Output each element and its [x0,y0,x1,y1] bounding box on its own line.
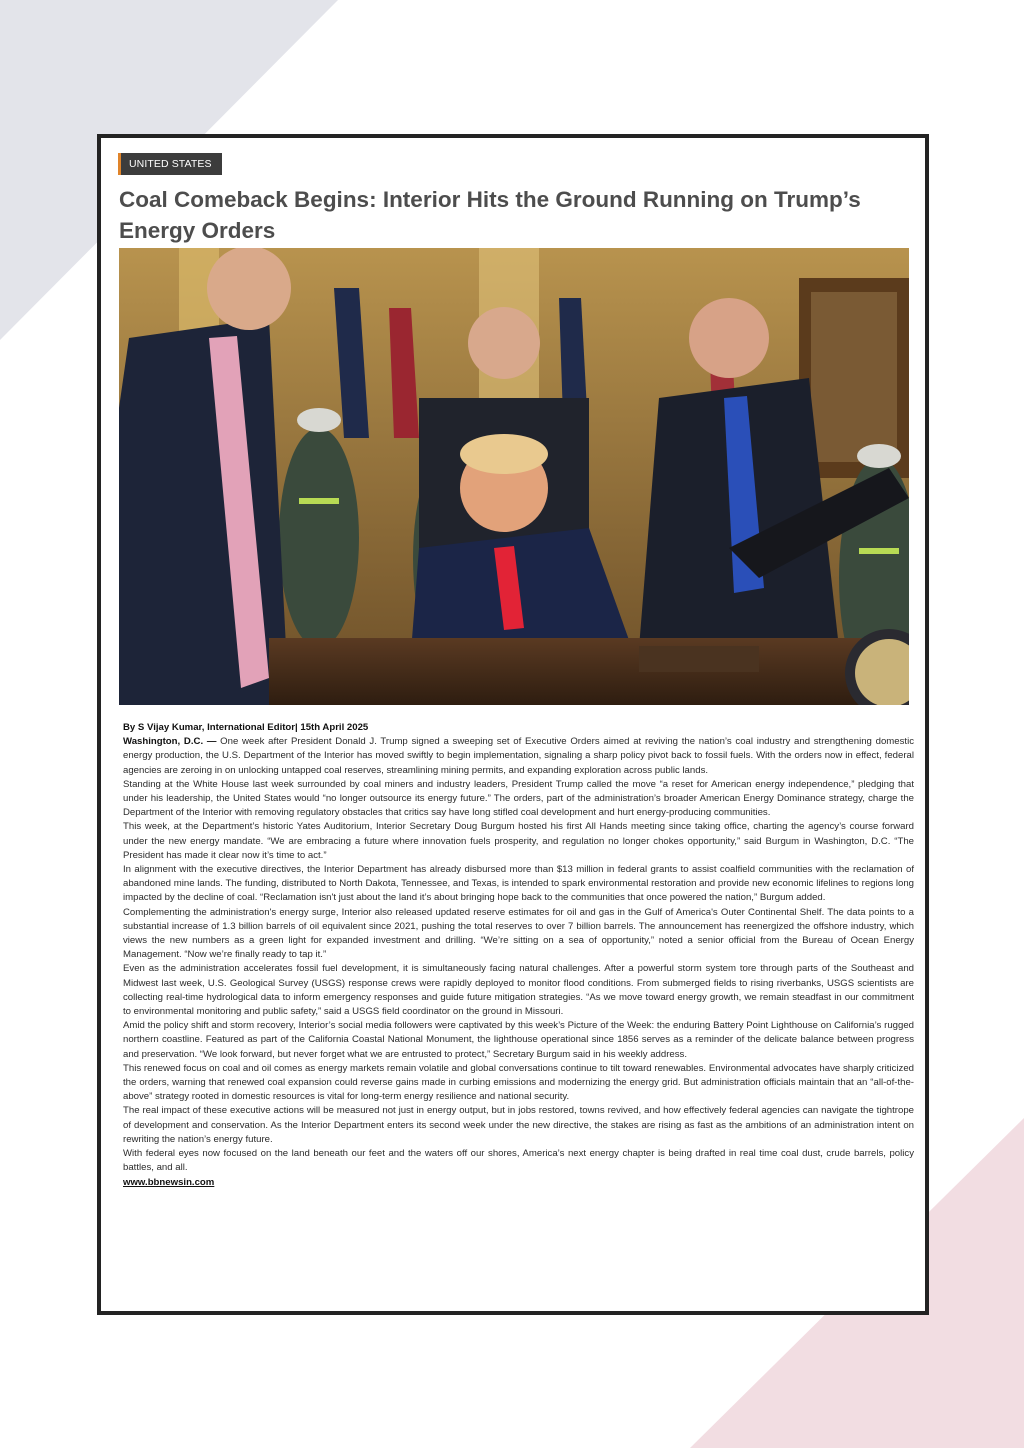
lead-text: One week after President Donald J. Trump signed a sweeping set of Executive Orders aimed at reviving the nation’s coal industry and strengthening domestic energy production, the U.S. Department of the Interior has moved swiftly to begin implementation, signaling a sharp policy pivot back to fossil fuels. With the orders now in effect, federal agencies are zeroing in on unlocking untapped coal reserves, streamlining mining permits, and expanding exploration across public lands. [123,736,914,776]
article-byline: By S Vijay Kumar, International Editor| 15th April 2025 [123,722,369,733]
article-paragraph: The real impact of these executive actions will be measured not just in energy output, but in jobs restored, towns revived, and how effectively federal agencies can navigate the tightrope of development and conservation. As the Interior Department enters its second week under the new directive, the stakes are rising as fast as the ambitions of an administration intent on rewriting the nation’s energy future. [123,1105,914,1145]
category-tag[interactable]: UNITED STATES [118,153,222,175]
article-paragraph: With federal eyes now focused on the land beneath our feet and the waters off our shores, America’s next energy chapter is being drafted in real time coal dust, crude barrels, policy battles, and all. [123,1148,914,1174]
article-paragraph: This week, at the Department’s historic Yates Auditorium, Interior Secretary Doug Burgum hosted his first All Hands meeting since taking office, charting the agency’s course forward under the new energy mandate. “We are embracing a future where innovation fuels prosperity, and regulation no longer chokes opportunity,” said Burgum in Washington, D.C. “The President has made it clear now it’s time to act.” [123,821,914,861]
article-card [97,134,929,1315]
article-photo [119,248,909,705]
lead-paragraph [123,735,914,778]
article-paragraph: Amid the policy shift and storm recovery, Interior’s social media followers were captivated by this week’s Picture of the Week: the enduring Battery Point Lighthouse on California’s rugged northern coastline. Featured as part of the California Coastal National Monument, the lighthouse operational since 1856 serves as a reminder of the delicate balance between progress and preservation. “We look forward, but never forget what we are entrusted to protect,” Secretary Burgum said in his weekly address. [123,1020,914,1060]
article-paragraph: In alignment with the executive directives, the Interior Department has already disbursed more than $13 million in federal grants to assist coalfield communities with the reclamation of abandoned mine lands. The funding, distributed to North Dakota, Tennessee, and Texas, is intended to spark environmental restoration and provide new economic lifelines to regions long impacted by the decline of coal. “Reclamation isn't just about the land it’s about bringing hope back to the communities that once powered the nation,” Burgum added. [123,864,914,904]
article-paragraph: This renewed focus on coal and oil comes as energy markets remain volatile and global conversations continue to tilt toward renewables. Environmental advocates have sharply criticized the orders, warning that renewed coal expansion could reverse gains made in curbing emissions and modernizing the energy grid. But administration officials maintain that an “all-of-the-above” strategy rooted in domestic resources is vital for long-term energy resilience and national security. [123,1062,914,1103]
article-paragraph: Complementing the administration's energy surge, Interior also released updated reserve estimates for oil and gas in the Gulf of America's Outer Continental Shelf. The data points to a substantial increase of 1.3 billion barrels of oil equivalent since 2021, pushing the total reserves to over 7 billion barrels. The announcement has reenergized the offshore industry, which views the new numbers as a green light for expanded investment and drilling. “We’re sitting on a sea of opportunity,” noted a senior official from the Bureau of Ocean Energy Management. “Now we’re finally ready to tap it.” [123,906,914,961]
dateline: Washington, D.C. — [123,736,217,748]
article-paragraph: Standing at the White House last week surrounded by coal miners and industry leaders, President Trump called the move “a reset for American energy independence,” pledging that under his leadership, the United States would “no longer outsource its energy future.” The orders, part of the administration’s broader American Energy Dominance strategy, charge the Department of the Interior with removing regulatory obstacles that critics say have long stifled coal development and hurt energy-producing communities. [123,778,914,819]
article-body [123,721,914,1190]
website-link[interactable]: www.bbnewsin.com [123,1176,215,1188]
article-headline: Coal Comeback Begins: Interior Hits the Ground Running on Trump’s Energy Orders [119,187,861,243]
photo-illustration [119,248,909,705]
article-paragraph: Even as the administration accelerates fossil fuel development, it is simultaneously facing natural challenges. After a powerful storm system tore through parts of the Southeast and Midwest last week, U.S. Geological Survey (USGS) response crews were rapidly deployed to monitor flood conditions. From submerged fields to rising riverbanks, USGS scientists are collecting real-time hydrological data to inform emergency responses and guide future mitigation strategies. “As we move toward energy growth, we remain steadfast in our commitment to environmental monitoring and public safety,” said a USGS field coordinator on the ground in Missouri. [123,963,914,1018]
